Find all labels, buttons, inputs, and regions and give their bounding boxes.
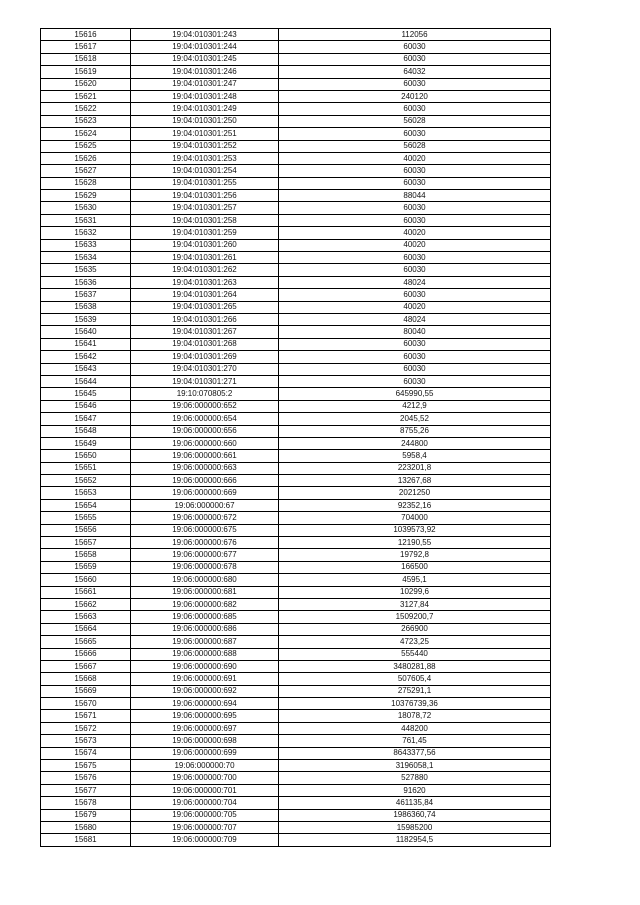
- value-cell: 461135,84: [279, 797, 551, 809]
- cadastral-number-cell: 19:04:010301:249: [131, 103, 279, 115]
- cadastral-number-cell: 19:04:010301:254: [131, 165, 279, 177]
- row-number-cell: 15624: [41, 128, 131, 140]
- value-cell: 2021250: [279, 487, 551, 499]
- value-cell: 1182954,5: [279, 834, 551, 846]
- value-cell: 60030: [279, 177, 551, 189]
- table-row: [41, 338, 551, 350]
- table-row: [41, 722, 551, 734]
- row-number-cell: 15650: [41, 450, 131, 462]
- value-cell: 60030: [279, 202, 551, 214]
- cadastral-number-cell: 19:06:000000:688: [131, 648, 279, 660]
- cadastral-number-cell: 19:06:000000:660: [131, 437, 279, 449]
- cadastral-number-cell: 19:06:000000:705: [131, 809, 279, 821]
- row-number-cell: 15677: [41, 784, 131, 796]
- row-number-cell: 15616: [41, 29, 131, 41]
- row-number-cell: 15645: [41, 388, 131, 400]
- table-row: [41, 475, 551, 487]
- value-cell: 555440: [279, 648, 551, 660]
- cadastral-number-cell: 19:06:000000:699: [131, 747, 279, 759]
- cadastral-number-cell: 19:06:000000:661: [131, 450, 279, 462]
- table-row: [41, 103, 551, 115]
- row-number-cell: 15652: [41, 475, 131, 487]
- value-cell: 166500: [279, 561, 551, 573]
- row-number-cell: 15670: [41, 698, 131, 710]
- table-row: [41, 437, 551, 449]
- cadastral-number-cell: 19:04:010301:267: [131, 326, 279, 338]
- cadastral-number-cell: 19:06:000000:680: [131, 574, 279, 586]
- table-row: [41, 561, 551, 573]
- row-number-cell: 15655: [41, 512, 131, 524]
- data-table: [40, 28, 551, 847]
- table-row: [41, 301, 551, 313]
- row-number-cell: 15639: [41, 313, 131, 325]
- row-number-cell: 15647: [41, 413, 131, 425]
- cadastral-number-cell: 19:06:000000:704: [131, 797, 279, 809]
- value-cell: 88044: [279, 190, 551, 202]
- value-cell: 60030: [279, 103, 551, 115]
- cadastral-number-cell: 19:04:010301:268: [131, 338, 279, 350]
- value-cell: 1986360,74: [279, 809, 551, 821]
- table-row: [41, 202, 551, 214]
- cadastral-number-cell: 19:04:010301:247: [131, 78, 279, 90]
- value-cell: 507605,4: [279, 673, 551, 685]
- row-number-cell: 15619: [41, 66, 131, 78]
- table-row: [41, 487, 551, 499]
- row-number-cell: 15679: [41, 809, 131, 821]
- row-number-cell: 15631: [41, 214, 131, 226]
- cadastral-number-cell: 19:06:000000:695: [131, 710, 279, 722]
- table-body: [41, 29, 551, 847]
- row-number-cell: 15680: [41, 822, 131, 834]
- table-row: [41, 29, 551, 41]
- table-row: [41, 809, 551, 821]
- cadastral-number-cell: 19:04:010301:252: [131, 140, 279, 152]
- row-number-cell: 15626: [41, 152, 131, 164]
- table-row: [41, 90, 551, 102]
- row-number-cell: 15678: [41, 797, 131, 809]
- cadastral-number-cell: 19:10:070805:2: [131, 388, 279, 400]
- row-number-cell: 15633: [41, 239, 131, 251]
- cadastral-number-cell: 19:04:010301:243: [131, 29, 279, 41]
- row-number-cell: 15663: [41, 611, 131, 623]
- table-row: [41, 363, 551, 375]
- table-row: [41, 797, 551, 809]
- value-cell: 92352,16: [279, 499, 551, 511]
- value-cell: 5958,4: [279, 450, 551, 462]
- table-row: [41, 512, 551, 524]
- document-page: [40, 28, 550, 847]
- table-row: [41, 276, 551, 288]
- row-number-cell: 15659: [41, 561, 131, 573]
- row-number-cell: 15672: [41, 722, 131, 734]
- table-row: [41, 375, 551, 387]
- row-number-cell: 15635: [41, 264, 131, 276]
- cadastral-number-cell: 19:04:010301:253: [131, 152, 279, 164]
- row-number-cell: 15625: [41, 140, 131, 152]
- cadastral-number-cell: 19:04:010301:251: [131, 128, 279, 140]
- table-row: [41, 598, 551, 610]
- value-cell: 4595,1: [279, 574, 551, 586]
- table-row: [41, 660, 551, 672]
- value-cell: 275291,1: [279, 685, 551, 697]
- value-cell: 761,45: [279, 735, 551, 747]
- cadastral-number-cell: 19:06:000000:681: [131, 586, 279, 598]
- row-number-cell: 15657: [41, 537, 131, 549]
- row-number-cell: 15627: [41, 165, 131, 177]
- row-number-cell: 15656: [41, 524, 131, 536]
- cadastral-number-cell: 19:04:010301:256: [131, 190, 279, 202]
- value-cell: 60030: [279, 165, 551, 177]
- table-row: [41, 313, 551, 325]
- table-row: [41, 450, 551, 462]
- table-row: [41, 128, 551, 140]
- row-number-cell: 15646: [41, 400, 131, 412]
- cadastral-number-cell: 19:04:010301:262: [131, 264, 279, 276]
- value-cell: 60030: [279, 41, 551, 53]
- value-cell: 448200: [279, 722, 551, 734]
- cadastral-number-cell: 19:06:000000:666: [131, 475, 279, 487]
- row-number-cell: 15668: [41, 673, 131, 685]
- row-number-cell: 15644: [41, 375, 131, 387]
- table-row: [41, 227, 551, 239]
- value-cell: 704000: [279, 512, 551, 524]
- value-cell: 10299,6: [279, 586, 551, 598]
- cadastral-number-cell: 19:06:000000:701: [131, 784, 279, 796]
- table-row: [41, 549, 551, 561]
- row-number-cell: 15654: [41, 499, 131, 511]
- row-number-cell: 15666: [41, 648, 131, 660]
- row-number-cell: 15630: [41, 202, 131, 214]
- table-row: [41, 710, 551, 722]
- value-cell: 40020: [279, 152, 551, 164]
- table-row: [41, 289, 551, 301]
- value-cell: 3480281,88: [279, 660, 551, 672]
- row-number-cell: 15681: [41, 834, 131, 846]
- cadastral-number-cell: 19:06:000000:676: [131, 537, 279, 549]
- value-cell: 60030: [279, 363, 551, 375]
- row-number-cell: 15651: [41, 462, 131, 474]
- table-row: [41, 685, 551, 697]
- value-cell: 244800: [279, 437, 551, 449]
- value-cell: 60030: [279, 375, 551, 387]
- table-row: [41, 735, 551, 747]
- row-number-cell: 15623: [41, 115, 131, 127]
- value-cell: 8643377,56: [279, 747, 551, 759]
- table-row: [41, 53, 551, 65]
- row-number-cell: 15667: [41, 660, 131, 672]
- cadastral-number-cell: 19:06:000000:67: [131, 499, 279, 511]
- table-row: [41, 214, 551, 226]
- row-number-cell: 15643: [41, 363, 131, 375]
- table-row: [41, 524, 551, 536]
- value-cell: 48024: [279, 276, 551, 288]
- cadastral-number-cell: 19:04:010301:255: [131, 177, 279, 189]
- value-cell: 645990,55: [279, 388, 551, 400]
- table-row: [41, 834, 551, 846]
- value-cell: 60030: [279, 351, 551, 363]
- cadastral-number-cell: 19:04:010301:266: [131, 313, 279, 325]
- cadastral-number-cell: 19:06:000000:654: [131, 413, 279, 425]
- value-cell: 48024: [279, 313, 551, 325]
- table-row: [41, 537, 551, 549]
- cadastral-number-cell: 19:06:000000:656: [131, 425, 279, 437]
- value-cell: 266900: [279, 623, 551, 635]
- cadastral-number-cell: 19:06:000000:709: [131, 834, 279, 846]
- value-cell: 56028: [279, 115, 551, 127]
- cadastral-number-cell: 19:06:000000:692: [131, 685, 279, 697]
- row-number-cell: 15640: [41, 326, 131, 338]
- table-row: [41, 264, 551, 276]
- cadastral-number-cell: 19:04:010301:258: [131, 214, 279, 226]
- value-cell: 18078,72: [279, 710, 551, 722]
- value-cell: 223201,8: [279, 462, 551, 474]
- value-cell: 64032: [279, 66, 551, 78]
- cadastral-number-cell: 19:06:000000:690: [131, 660, 279, 672]
- cadastral-number-cell: 19:04:010301:245: [131, 53, 279, 65]
- value-cell: 3196058,1: [279, 760, 551, 772]
- cadastral-number-cell: 19:06:000000:687: [131, 636, 279, 648]
- table-row: [41, 351, 551, 363]
- value-cell: 60030: [279, 252, 551, 264]
- row-number-cell: 15629: [41, 190, 131, 202]
- row-number-cell: 15628: [41, 177, 131, 189]
- cadastral-number-cell: 19:06:000000:691: [131, 673, 279, 685]
- value-cell: 40020: [279, 227, 551, 239]
- table-row: [41, 698, 551, 710]
- row-number-cell: 15676: [41, 772, 131, 784]
- row-number-cell: 15653: [41, 487, 131, 499]
- value-cell: 19792,8: [279, 549, 551, 561]
- cadastral-number-cell: 19:04:010301:269: [131, 351, 279, 363]
- table-row: [41, 772, 551, 784]
- table-row: [41, 78, 551, 90]
- value-cell: 1039573,92: [279, 524, 551, 536]
- value-cell: 2045,52: [279, 413, 551, 425]
- cadastral-number-cell: 19:04:010301:257: [131, 202, 279, 214]
- row-number-cell: 15649: [41, 437, 131, 449]
- cadastral-number-cell: 19:06:000000:700: [131, 772, 279, 784]
- cadastral-number-cell: 19:06:000000:70: [131, 760, 279, 772]
- value-cell: 527880: [279, 772, 551, 784]
- table-row: [41, 165, 551, 177]
- value-cell: 3127,84: [279, 598, 551, 610]
- cadastral-number-cell: 19:06:000000:663: [131, 462, 279, 474]
- table-row: [41, 140, 551, 152]
- table-row: [41, 388, 551, 400]
- cadastral-number-cell: 19:06:000000:698: [131, 735, 279, 747]
- value-cell: 1509200,7: [279, 611, 551, 623]
- cadastral-number-cell: 19:04:010301:261: [131, 252, 279, 264]
- value-cell: 8755,26: [279, 425, 551, 437]
- table-row: [41, 326, 551, 338]
- row-number-cell: 15620: [41, 78, 131, 90]
- table-row: [41, 648, 551, 660]
- row-number-cell: 15675: [41, 760, 131, 772]
- cadastral-number-cell: 19:04:010301:250: [131, 115, 279, 127]
- row-number-cell: 15617: [41, 41, 131, 53]
- cadastral-number-cell: 19:06:000000:678: [131, 561, 279, 573]
- cadastral-number-cell: 19:06:000000:682: [131, 598, 279, 610]
- row-number-cell: 15642: [41, 351, 131, 363]
- row-number-cell: 15660: [41, 574, 131, 586]
- row-number-cell: 15641: [41, 338, 131, 350]
- row-number-cell: 15634: [41, 252, 131, 264]
- table-row: [41, 41, 551, 53]
- cadastral-number-cell: 19:04:010301:264: [131, 289, 279, 301]
- value-cell: 13267,68: [279, 475, 551, 487]
- cadastral-number-cell: 19:06:000000:677: [131, 549, 279, 561]
- value-cell: 60030: [279, 264, 551, 276]
- value-cell: 240120: [279, 90, 551, 102]
- table-row: [41, 673, 551, 685]
- cadastral-number-cell: 19:06:000000:686: [131, 623, 279, 635]
- cadastral-number-cell: 19:06:000000:694: [131, 698, 279, 710]
- cadastral-number-cell: 19:06:000000:669: [131, 487, 279, 499]
- row-number-cell: 15636: [41, 276, 131, 288]
- table-row: [41, 462, 551, 474]
- value-cell: 80040: [279, 326, 551, 338]
- row-number-cell: 15621: [41, 90, 131, 102]
- table-row: [41, 190, 551, 202]
- value-cell: 40020: [279, 239, 551, 251]
- value-cell: 4723,25: [279, 636, 551, 648]
- row-number-cell: 15618: [41, 53, 131, 65]
- value-cell: 60030: [279, 289, 551, 301]
- cadastral-number-cell: 19:04:010301:271: [131, 375, 279, 387]
- value-cell: 112056: [279, 29, 551, 41]
- value-cell: 60030: [279, 338, 551, 350]
- value-cell: 4212,9: [279, 400, 551, 412]
- cadastral-number-cell: 19:04:010301:260: [131, 239, 279, 251]
- cadastral-number-cell: 19:06:000000:675: [131, 524, 279, 536]
- row-number-cell: 15671: [41, 710, 131, 722]
- value-cell: 15985200: [279, 822, 551, 834]
- table-row: [41, 425, 551, 437]
- row-number-cell: 15664: [41, 623, 131, 635]
- row-number-cell: 15632: [41, 227, 131, 239]
- cadastral-number-cell: 19:04:010301:244: [131, 41, 279, 53]
- value-cell: 40020: [279, 301, 551, 313]
- cadastral-number-cell: 19:04:010301:270: [131, 363, 279, 375]
- value-cell: 56028: [279, 140, 551, 152]
- table-row: [41, 413, 551, 425]
- row-number-cell: 15662: [41, 598, 131, 610]
- table-row: [41, 499, 551, 511]
- value-cell: 60030: [279, 78, 551, 90]
- row-number-cell: 15661: [41, 586, 131, 598]
- row-number-cell: 15665: [41, 636, 131, 648]
- value-cell: 12190,55: [279, 537, 551, 549]
- table-row: [41, 239, 551, 251]
- row-number-cell: 15622: [41, 103, 131, 115]
- table-row: [41, 574, 551, 586]
- row-number-cell: 15669: [41, 685, 131, 697]
- row-number-cell: 15637: [41, 289, 131, 301]
- table-row: [41, 760, 551, 772]
- table-row: [41, 252, 551, 264]
- cadastral-number-cell: 19:06:000000:652: [131, 400, 279, 412]
- cadastral-number-cell: 19:06:000000:697: [131, 722, 279, 734]
- cadastral-number-cell: 19:04:010301:246: [131, 66, 279, 78]
- row-number-cell: 15658: [41, 549, 131, 561]
- table-row: [41, 611, 551, 623]
- cadastral-number-cell: 19:04:010301:259: [131, 227, 279, 239]
- table-row: [41, 822, 551, 834]
- value-cell: 91620: [279, 784, 551, 796]
- cadastral-number-cell: 19:06:000000:685: [131, 611, 279, 623]
- table-row: [41, 623, 551, 635]
- cadastral-number-cell: 19:04:010301:265: [131, 301, 279, 313]
- row-number-cell: 15638: [41, 301, 131, 313]
- value-cell: 60030: [279, 128, 551, 140]
- cadastral-number-cell: 19:06:000000:672: [131, 512, 279, 524]
- cadastral-number-cell: 19:06:000000:707: [131, 822, 279, 834]
- table-row: [41, 636, 551, 648]
- table-row: [41, 784, 551, 796]
- table-row: [41, 400, 551, 412]
- row-number-cell: 15648: [41, 425, 131, 437]
- table-row: [41, 586, 551, 598]
- cadastral-number-cell: 19:04:010301:263: [131, 276, 279, 288]
- row-number-cell: 15674: [41, 747, 131, 759]
- row-number-cell: 15673: [41, 735, 131, 747]
- table-row: [41, 152, 551, 164]
- value-cell: 60030: [279, 53, 551, 65]
- table-row: [41, 177, 551, 189]
- value-cell: 60030: [279, 214, 551, 226]
- table-row: [41, 747, 551, 759]
- table-row: [41, 66, 551, 78]
- table-row: [41, 115, 551, 127]
- cadastral-number-cell: 19:04:010301:248: [131, 90, 279, 102]
- value-cell: 10376739,36: [279, 698, 551, 710]
